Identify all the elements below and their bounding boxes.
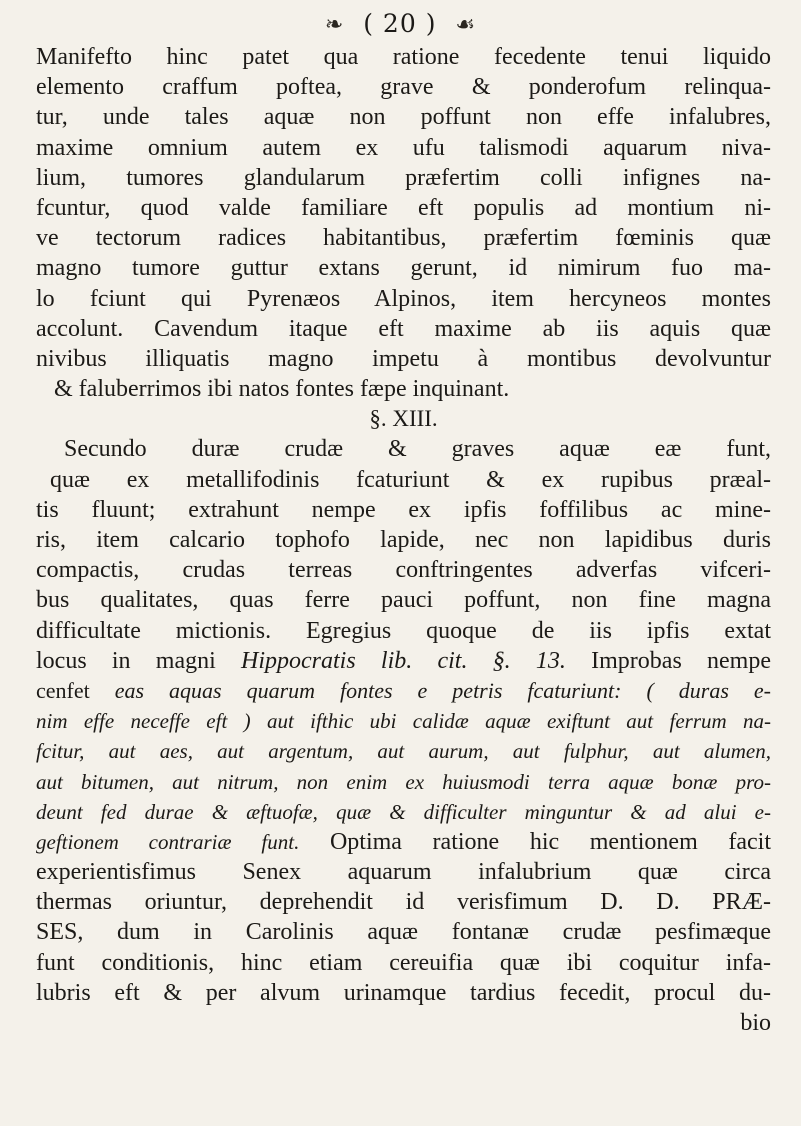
text-line: accolunt. Cavendum itaque eft maxime ab iis aquis quæ [36,315,771,342]
cenfet-word: cenfet [36,677,115,703]
citation-suffix: Improbas nempe [565,647,771,674]
quote-line [36,676,771,706]
quote-line: fcitur, aut aes, aut argentum, aut aurum, aut fulphur, aut alumen, [36,739,771,764]
text-line: tur, unde tales aquæ non poffunt non effe infalubres, [36,104,771,131]
citation-line [36,646,771,676]
text-continuation: Optima ratione hic mentionem facit [299,828,771,855]
text-line: nivibus illiquatis magno impetu à montibus devolvuntur [36,345,771,372]
text-line: magno tumore guttur extans gerunt, id nimirum fuo ma- [36,255,771,282]
quote-line: aut bitumen, aut nitrum, non enim ex huiusmodi terra aquæ bonæ pro- [36,769,771,794]
text-line: ve tectorum radices habitantibus, præfertim fœminis quæ [36,225,771,252]
text-line: ris, item calcario tophofo lapide, nec non lapidibus duris [36,527,771,553]
text-line: lo fciunt qui Pyrenæos Alpinos, item hercyneos montes [36,285,771,312]
text-line: quæ ex metallifodinis fcaturiunt & ex rupibus præal- [50,466,771,493]
text-line: Manifefto hinc patet qua ratione fecedente tenui liquido [36,44,771,70]
text-line: elemento craffum poftea, grave & ponderofum relinqua- [36,74,771,101]
text-line: SES, dum in Carolinis aquæ fontanæ crudæ pesfimæque [36,919,771,946]
section-heading: §. XIII. [369,406,438,432]
text-line: lium, tumores glandularum præfertim colli infignes na- [36,164,771,191]
right-ornament-icon: ☙ [455,12,477,38]
catchword: bio [740,1010,771,1036]
text-line: & faluberrimos ibi natos fontes fæpe inquinant. [54,376,510,403]
quote-text: eas aquas quarum fontes e petris fcaturiunt: ( duras e- [114,677,771,703]
body-text [36,42,771,1038]
page-number: ( 20 ) [363,9,437,38]
quote-end: geftionem contrariæ funt. [36,829,300,854]
text-line: maxime omnium autem ex ufu talismodi aquarum niva- [36,134,771,161]
text-line: tis fluunt; extrahunt nempe ex ipfis foffilibus ac mine- [36,496,771,523]
text-line: bus qualitates, quas ferre pauci poffunt, non fine magna [36,587,771,614]
text-line: difficultate mictionis. Egregius quoque de iis ipfis extat [36,617,771,644]
text-line: Secundo duræ crudæ & graves aquæ eæ funt, [64,436,771,463]
text-line: funt conditionis, hinc etiam cereuifia quæ ibi coquitur infa- [36,949,771,976]
citation-prefix: locus in magni [36,647,241,674]
mixed-line [36,827,771,857]
left-ornament-icon: ❧ [324,12,345,38]
text-line: experientisfimus Senex aquarum infalubrium quæ circa [36,859,771,886]
citation-work: Hippocratis lib. cit. §. 13. [241,647,566,674]
text-line: lubris eft & per alvum urinamque tardius fecedit, procul du- [36,979,771,1006]
quote-line: nim effe neceffe eft ) aut ifthic ubi calidæ aquæ exiftunt aut ferrum na- [36,709,771,734]
text-line: fcuntur, quod valde familiare eft populis ad montium ni- [36,194,771,221]
text-line: thermas oriuntur, deprehendit id verisfimum D. D. PRÆ- [36,889,771,916]
text-line: compactis, crudas terreas conftringentes adverfas vifceri- [36,557,771,584]
quote-line: deunt fed durae & æftuofæ, quæ & difficulter minguntur & ad alui e- [36,799,771,824]
page-header [0,8,801,42]
